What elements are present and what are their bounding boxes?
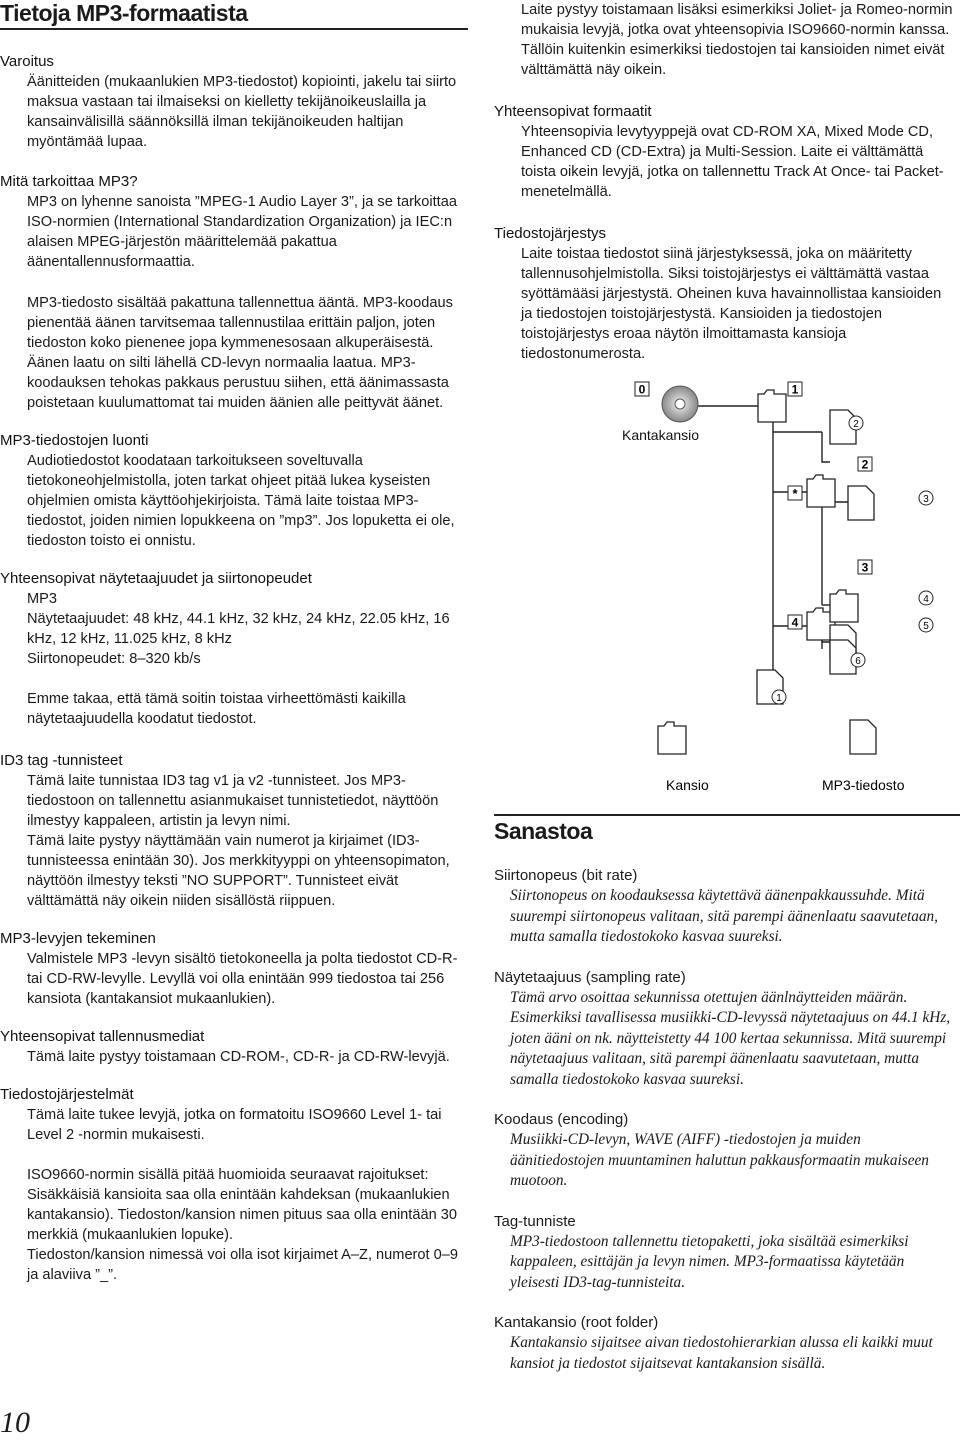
svg-text:4: 4 (791, 615, 799, 630)
svg-text:3: 3 (923, 494, 929, 505)
glossary-definition: Siirtonopeus on koodauksessa käytettävä äänenpakkaussuhde. Mitä suurempi siirtonopeus valitaan, sitä parempi äänenlaatu saavutetaan, mutta samalla tiedostokoko kasvaa suureksi. (510, 887, 939, 945)
glossary-definition: MP3-tiedostoon tallennettu tietopaketti, joka sisältää esimerkiksi kappaleen, esittäjän ja levyn nimen. MP3-formaatissa käytetään yleisesti ID3-tag-tunnisteita. (510, 1232, 909, 1291)
svg-text:*: * (792, 486, 798, 501)
glossary-title-text: Sanastoa (494, 818, 593, 844)
svg-text:4: 4 (923, 594, 929, 605)
glossary-title (494, 814, 960, 846)
jarjestelmat-paragraph-1: Tämä laite tukee levyjä, jotka on formatoitu ISO9660 Level 1- tai Level 2 -normin mukaisesti. (27, 1107, 442, 1143)
glossary-term: Kantakansio (root folder) (494, 1314, 659, 1331)
jarjestys-body: Laite toistaa tiedostot siinä järjestyksessä, joka on määritetty tallennusohjelmistolla. Siksi toistojärjestys ei välttämättä vastaa syöttämääsi järjestystä. Oheinen kuva havainnollistaa kansioiden ja tiedostojen toistojärjestystä. Kansioiden ja tiedostojen toistojärjestys eroaa näytön ilmoittamasta kansioja tiedostonumerosta. (521, 246, 942, 362)
legend-folder-label: Kansio (666, 777, 709, 793)
svg-text:6: 6 (855, 656, 861, 667)
formaatit-body: Yhteensopivia levytyyppejä ovat CD-ROM XA, Mixed Mode CD, Enhanced CD (CD-Extra) ja Multi-Session. Laite ei välttämättä toista oikein levyjä, jotka on tallennettu Track At Once- tai Packet-menetelmällä. (521, 124, 944, 200)
glossary-item (494, 1212, 954, 1294)
right-column (494, 0, 954, 364)
glossary-item (494, 866, 954, 948)
naytetaajuudet-line-2: Näytetaajuudet: 48 kHz, 44.1 kHz, 32 kHz, 24 kHz, 22.05 kHz, 16 kHz, 12 kHz, 11.025 kHz, 8 kHz (27, 611, 450, 647)
id3-paragraph-2: Tämä laite pystyy näyttämään vain numerot ja kirjaimet (ID3-tunnisteessa enintään 30). Jos merkkityyppi on yhteensopimaton, näyttöön ilmestyy teksti ”NO SUPPORT”. Tunnisteet eivät välttämättä näy oikein niiden sisällöstä riippuen. (27, 833, 450, 909)
heading-mediat: Yhteensopivat tallennusmediat (0, 1028, 205, 1045)
glossary-definition: Musiikki-CD-levyn, WAVE (AIFF) -tiedostojen ja muiden äänitiedostojen muuntaminen haluttun pakkausformaatin mukaiseen muotoon. (510, 1131, 929, 1189)
mita-paragraph-1: MP3 on lyhenne sanoista ”MPEG-1 Audio Layer 3”, ja se tarkoittaa ISO-normien (International Standardization Organization) ja IEC:n alaisen MPEG-järjestön määrittelemää pakattua äänentallennusformaattia. (27, 194, 457, 270)
folder-number-badge (788, 486, 802, 501)
legend-file-icon (850, 720, 876, 754)
folder-tree-diagram (560, 370, 960, 810)
glossary-term: Siirtonopeus (bit rate) (494, 867, 638, 884)
page-title (0, 0, 468, 30)
naytetaajuudet-line-1: MP3 (27, 591, 58, 607)
glossary-term: Näytetaajuus (sampling rate) (494, 968, 686, 986)
page-title-text: Tietoja MP3-formaatista (0, 0, 248, 26)
glossary-item (494, 1110, 954, 1192)
glossary-definition: Kantakansio sijaitsee aivan tiedostohierarkian alussa eli kaikki muut kansiot ja tiedostot sijaitsevat kantakansion sisällä. (510, 1334, 933, 1372)
heading-tekeminen: MP3-levyjen tekeminen (0, 930, 156, 947)
svg-text:2: 2 (861, 457, 869, 472)
folder-number-badge (858, 457, 872, 472)
naytetaajuudet-paragraph-2: Emme takaa, että tämä soitin toistaa virheettömästi kaikilla näytetaajuudella koodatut tiedostot. (27, 691, 406, 727)
folder-number-badge (788, 615, 802, 630)
heading-luonti: MP3-tiedostojen luonti (0, 432, 149, 449)
varoitus-body: Äänitteiden (mukaanlukien MP3-tiedostot) kopiointi, jakelu tai siirto maksua vastaan tai ilmaiseksi on kielletty tekijänoikeuslailla ja kansainvälisillä säännöksillä ilman tekijänoikeuden haltijan myöntämää lupaa. (27, 74, 457, 150)
legend-file-label: MP3-tiedosto (822, 777, 905, 793)
file-number-badge (849, 416, 863, 430)
id3-paragraph-1: Tämä laite tunnistaa ID3 tag v1 ja v2 -tunnisteet. Jos MP3-tiedostoon on tallennettu asianmukaiset tunnistetiedot, näyttöön ilmestyy kappaleen, artistin ja levyn nimi. (27, 773, 439, 829)
jarjestelmat-paragraph-3: Sisäkkäisiä kansioita saa olla enintään kahdeksan (mukaanlukien kantakansio). Tiedoston/kansion nimen pituus saa olla enintään 30 merkkiä (mukaanlukien lopuke). (27, 1187, 457, 1243)
svg-text:5: 5 (923, 621, 929, 632)
naytetaajuudet-line-3: Siirtonopeudet: 8–320 kb/s (27, 651, 201, 667)
folder-number-badge (858, 560, 872, 575)
folder-number-badge (788, 382, 802, 397)
svg-text:2: 2 (853, 419, 859, 430)
file-number-badge (919, 591, 933, 605)
heading-jarjestys: Tiedostojärjestys (494, 225, 606, 242)
heading-naytetaajuudet: Yhteensopivat näytetaajuudet ja siirtonopeudet (0, 570, 312, 587)
svg-text:1: 1 (776, 693, 782, 704)
heading-jarjestelmat: Tiedostojärjestelmät (0, 1086, 134, 1103)
left-column (0, 52, 464, 1285)
heading-id3: ID3 tag -tunnisteet (0, 752, 123, 769)
root-folder-label: Kantakansio (622, 427, 700, 443)
file-icon (848, 486, 874, 520)
folder-icon (758, 390, 786, 422)
tekeminen-body: Valmistele MP3 -levyn sisältö tietokoneella ja polta tiedostot CD-R- tai CD-RW-levylle. Levyllä voi olla enintään 999 tiedostoa tai 256 kansiota (kantakansiot mukaanlukien). (27, 951, 458, 1007)
folder-icon (830, 590, 858, 622)
jarjestelmat-paragraph-4: Tiedoston/kansion nimessä voi olla isot kirjaimet A–Z, numerot 0–9 ja alaviiva ”_”. (27, 1247, 458, 1283)
glossary-item (494, 1313, 954, 1374)
heading-varoitus: Varoitus (0, 53, 54, 70)
cd-disc-icon (662, 386, 698, 422)
glossary-term: Tag-tunniste (494, 1212, 576, 1230)
file-number-badge (919, 491, 933, 505)
glossary-item (494, 968, 954, 1091)
folder-icon (807, 475, 835, 507)
heading-formaatit: Yhteensopivat formaatit (494, 103, 652, 120)
folder-number-badge (635, 382, 649, 397)
file-number-badge (772, 690, 786, 704)
legend-folder-icon (658, 722, 686, 754)
jarjestelmat-paragraph-2: ISO9660-normin sisällä pitää huomioida seuraavat rajoitukset: (27, 1167, 429, 1183)
svg-text:3: 3 (861, 560, 869, 575)
svg-text:1: 1 (791, 382, 799, 397)
luonti-body: Audiotiedostot koodataan tarkoitukseen soveltuvalla tietokoneohjelmistolla, joten tarkat ohjeet pitää lukea kyseisten ohjelmien omista käyttöohjekirjoista. Tämä laite toistaa MP3-tiedostot, joiden nimien lopukkeena on ”mp3”. Jos lopuketta ei ole, tiedoston toisto ei onnistu. (27, 453, 455, 549)
heading-mita: Mitä tarkoittaa MP3? (0, 173, 138, 190)
glossary (494, 866, 954, 1374)
page-number: 10 (0, 1406, 30, 1439)
glossary-definition: Tämä arvo osoittaa sekunnissa otettujen äänlnäytteiden määrän. Esimerkiksi tavallisessa musiikki-CD-levyssä näytetaajuus on 44.1 kHz, joten ääni on nk. näytteistetty 44 100 kertaa sekunnissa. Mitä suurempi näytetaajuus valitaan, sitä parempi äänenlaatu saavutetaan, mutta samalla tiedostokoko kasvaa suureksi. (510, 988, 951, 1088)
svg-text:0: 0 (638, 382, 646, 397)
mediat-body: Tämä laite pystyy toistamaan CD-ROM-, CD-R- ja CD-RW-levyjä. (27, 1049, 450, 1065)
glossary-term: Koodaus (encoding) (494, 1111, 629, 1128)
right-intro: Laite pystyy toistamaan lisäksi esimerkiksi Joliet- ja Romeo-normin mukaisia levyjä, jotka ovat yhteensopivia ISO9660-normin kanssa. Tällöin kuitenkin esimerkiksi tiedostojen tai kansioiden nimet eivät välttämättä näy oikein. (521, 2, 953, 78)
file-number-badge (851, 653, 865, 667)
file-number-badge (919, 618, 933, 632)
mita-paragraph-2: MP3-tiedosto sisältää pakattuna tallennettua ääntä. MP3-koodaus pienentää äänen tarvitsemaa tallennustilaa erittäin paljon, joten tiedoston koko pienenee jopa kymmenesosaan alkuperäisestä. Äänen laatu on silti lähellä CD-levyn normaalia laatua. MP3-koodauksen tehokas pakkaus perustuu siihen, että äänimassasta poistetaan kuulumattomat tai muiden äänien alle peittyvät äänet. (27, 295, 453, 411)
